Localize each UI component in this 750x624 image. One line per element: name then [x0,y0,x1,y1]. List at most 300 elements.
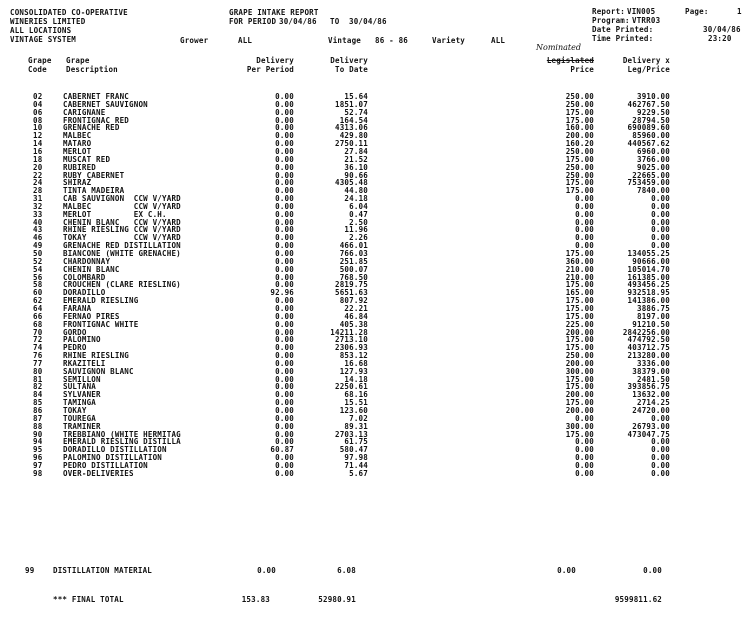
row-description: TOKAY [63,406,87,415]
row-code: 16 [33,146,43,156]
row-delivery-period: 0.00 [275,437,294,447]
row-description: GRENACHE RED DISTILLATION [63,241,181,251]
row-code: 62 [33,296,43,306]
row-code: 86 [33,406,43,415]
row-code: 66 [33,311,43,321]
row-delivery-todate: 14.18 [344,374,368,384]
row-code: 68 [33,319,43,329]
col-desc-line1: Grape [66,56,90,65]
row-delivery-x-price: 0.00 [651,225,670,235]
row-delivery-todate: 16.68 [344,358,368,368]
subtotal-delivery-x-price: 0.00 [643,566,662,575]
row-delivery-x-price: 690089.60 [627,123,670,133]
row-code: 98 [33,468,43,478]
page-number: 1 [737,7,742,16]
row-delivery-period: 0.00 [275,139,294,149]
row-delivery-todate: 15.64 [344,92,368,101]
row-delivery-todate: 61.75 [344,437,368,447]
row-code: 70 [33,327,43,337]
row-price: 250.00 [565,170,594,180]
row-code: 02 [33,92,43,101]
row-code: 84 [33,390,43,400]
row-delivery-period: 0.00 [275,162,294,172]
row-price: 175.00 [565,249,594,258]
report-id: VIN005 [627,7,656,16]
row-delivery-period: 0.00 [275,421,294,431]
row-delivery-x-price: 9025.00 [636,162,670,172]
row-delivery-todate: 0.47 [349,209,368,219]
row-price: 200.00 [565,406,594,415]
row-delivery-todate: 164.54 [339,115,368,125]
row-description: PALOMINO [63,335,101,345]
row-description: EMERALD RIESLING [63,296,139,306]
row-delivery-period: 0.00 [275,249,294,258]
row-delivery-todate: 2713.10 [334,335,368,345]
row-delivery-x-price: 473047.75 [627,429,670,439]
row-code: 52 [33,256,43,266]
final-total-delivery-x-price: 9599811.62 [614,595,662,604]
row-description: MALBEC CCW V/YARD [63,201,181,211]
row-description: RKAZITELI [63,358,106,368]
row-delivery-x-price: 3766.00 [636,154,670,164]
row-delivery-period: 0.00 [275,296,294,306]
row-delivery-todate: 4313.06 [334,123,368,133]
row-code: 58 [33,280,43,290]
row-description: TOKAY CCW V/YARD [63,233,181,243]
row-delivery-x-price: 9229.50 [636,107,670,117]
row-price: 160.20 [565,139,594,149]
row-description: SULTANA [63,382,97,392]
grower-value: ALL [238,36,253,45]
row-description: SAUVIGNON BLANC [63,366,134,376]
row-description: CAB SAUVIGNON CCW V/YARD [63,194,181,204]
row-price: 175.00 [565,374,594,384]
row-price: 0.00 [575,233,594,243]
col-code-line2: Code [28,65,47,74]
row-price: 200.00 [565,131,594,141]
system-label: VINTAGE SYSTEM [10,35,77,44]
row-price: 175.00 [565,311,594,321]
row-description: CABERNET SAUVIGNON [63,99,148,109]
row-delivery-period: 0.00 [275,131,294,141]
row-delivery-period: 0.00 [275,146,294,156]
row-code: 80 [33,366,43,376]
row-price: 250.00 [565,351,594,361]
row-delivery-x-price: 3910.00 [636,92,670,101]
row-delivery-period: 0.00 [275,154,294,164]
row-delivery-x-price: 753459.00 [627,178,670,188]
row-code: 94 [33,437,43,447]
handwritten-annotation: Nominated [536,43,581,52]
row-delivery-x-price: 3886.75 [636,303,670,313]
row-delivery-todate: 2250.61 [334,382,368,392]
row-code: 72 [33,335,43,345]
row-delivery-x-price: 0.00 [651,453,670,463]
row-code: 12 [33,131,43,141]
row-delivery-period: 0.00 [275,201,294,211]
row-delivery-todate: 123.60 [339,406,368,415]
row-code: 31 [33,194,43,204]
row-description: CHENIN BLANC [63,264,120,274]
row-delivery-period: 0.00 [275,264,294,274]
row-code: 24 [33,178,43,188]
row-description: COLOMBARD [63,272,106,282]
row-price: 175.00 [565,107,594,117]
row-delivery-x-price: 0.00 [651,233,670,243]
row-price: 165.00 [565,288,594,298]
row-code: 81 [33,374,43,384]
row-delivery-todate: 36.10 [344,162,368,172]
row-delivery-x-price: 26793.00 [632,421,670,431]
col-delivery-x-price-line1: Delivery x [622,56,670,65]
row-description: MALBEC [63,131,92,141]
row-delivery-x-price: 22665.00 [632,170,670,180]
row-delivery-x-price: 13632.00 [632,390,670,400]
row-delivery-todate: 500.07 [339,264,368,274]
row-delivery-x-price: 0.00 [651,413,670,423]
row-delivery-period: 0.00 [275,468,294,478]
row-description: TRAMINER [63,421,101,431]
row-delivery-period: 0.00 [275,413,294,423]
row-description: BIANCONE (WHITE GRENACHE) [63,249,181,258]
row-code: 04 [33,99,43,109]
row-code: 22 [33,170,43,180]
row-delivery-period: 0.00 [275,272,294,282]
row-code: 87 [33,413,43,423]
grower-label: Grower [180,36,209,45]
row-price: 250.00 [565,92,594,101]
row-delivery-todate: 46.84 [344,311,368,321]
row-delivery-todate: 2703.13 [334,429,368,439]
row-delivery-todate: 405.38 [339,319,368,329]
row-delivery-x-price: 440567.62 [627,139,670,149]
row-code: 18 [33,154,43,164]
col-delivery-todate-line2: To Date [334,65,368,74]
row-delivery-todate: 5651.63 [334,288,368,298]
row-delivery-period: 0.00 [275,343,294,353]
row-delivery-x-price: 105014.70 [627,264,670,274]
row-code: 74 [33,343,43,353]
row-price: 0.00 [575,194,594,204]
row-price: 0.00 [575,413,594,423]
row-delivery-x-price: 6960.00 [636,146,670,156]
row-delivery-x-price: 38379.00 [632,366,670,376]
row-delivery-todate: 807.92 [339,296,368,306]
row-delivery-period: 0.00 [275,335,294,345]
locations-label: ALL LOCATIONS [10,26,72,35]
row-price: 0.00 [575,468,594,478]
row-price: 175.00 [565,382,594,392]
row-delivery-period: 0.00 [275,398,294,408]
row-price: 0.00 [575,209,594,219]
company-name-line1: CONSOLIDATED CO-OPERATIVE [10,8,128,17]
row-delivery-x-price: 7840.00 [636,186,670,196]
row-delivery-todate: 71.44 [344,460,368,470]
row-delivery-x-price: 28794.50 [632,115,670,125]
col-delivery-todate-line1: Delivery [330,56,368,65]
row-delivery-todate: 853.12 [339,351,368,361]
subtotal-price: 0.00 [557,566,576,575]
row-price: 175.00 [565,154,594,164]
row-delivery-todate: 52.74 [344,107,368,117]
row-code: 88 [33,421,43,431]
row-delivery-period: 0.00 [275,217,294,227]
col-delivery-period-line2: Per Period [246,65,294,74]
row-price: 175.00 [565,115,594,125]
row-description: SHIRAZ [63,178,92,188]
row-delivery-x-price: 0.00 [651,194,670,204]
row-delivery-period: 0.00 [275,170,294,180]
row-delivery-period: 0.00 [275,241,294,251]
row-delivery-x-price: 462767.50 [627,99,670,109]
row-code: 14 [33,139,43,149]
row-delivery-x-price: 2481.50 [636,374,670,384]
row-delivery-period: 0.00 [275,358,294,368]
row-delivery-todate: 89.31 [344,421,368,431]
row-code: 97 [33,460,43,470]
row-code: 95 [33,445,43,455]
row-price: 250.00 [565,146,594,156]
row-description: RHINE RIESLING CCW V/YARD [63,225,181,235]
row-delivery-todate: 4305.48 [334,178,368,188]
row-price: 0.00 [575,241,594,251]
final-total-delivery-period: 153.83 [241,595,270,604]
table-row [0,407,750,415]
row-delivery-period: 0.00 [275,280,294,290]
row-delivery-x-price: 134055.25 [627,249,670,258]
row-description: SEMILLON [63,374,101,384]
row-price: 175.00 [565,296,594,306]
row-description: TOUREGA [63,413,97,423]
row-price: 200.00 [565,358,594,368]
time-printed-label: Time Printed: [592,34,654,43]
row-description: CABERNET FRANC [63,92,130,101]
row-delivery-todate: 2306.93 [334,343,368,353]
row-delivery-x-price: 161385.00 [627,272,670,282]
row-delivery-x-price: 0.00 [651,241,670,251]
row-description: CROUCHEN (CLARE RIESLING) [63,280,181,290]
row-delivery-period: 0.00 [275,311,294,321]
row-delivery-period: 0.00 [275,303,294,313]
row-delivery-x-price: 0.00 [651,209,670,219]
row-description: CHENIN BLANC CCW V/YARD [63,217,181,227]
row-price: 210.00 [565,272,594,282]
vintage-value: 86 - 86 [375,36,409,45]
row-code: 85 [33,398,43,408]
row-description: MERLOT EX C.H. [63,209,167,219]
row-delivery-x-price: 474792.50 [627,335,670,345]
col-code-line1: Grape [28,56,52,65]
row-code: 46 [33,233,43,243]
row-delivery-period: 0.00 [275,107,294,117]
row-code: 50 [33,249,43,258]
period-label: FOR PERIOD [229,17,277,26]
row-description: DORADILLO [63,288,106,298]
row-delivery-todate: 580.47 [339,445,368,455]
row-delivery-x-price: 0.00 [651,201,670,211]
time-printed: 23:20 [708,34,732,43]
row-price: 300.00 [565,421,594,431]
date-printed: 30/04/86 [703,25,741,34]
row-description: DORADILLO DISTILLATION [63,445,167,455]
row-description: FERNAO PIRES [63,311,120,321]
row-delivery-todate: 14211.28 [330,327,368,337]
row-delivery-todate: 27.84 [344,146,368,156]
row-delivery-period: 0.00 [275,225,294,235]
row-delivery-period: 0.00 [275,92,294,101]
row-description: TAMINGA [63,398,97,408]
row-delivery-period: 0.00 [275,233,294,243]
col-delivery-x-price-line2: Leg/Price [627,65,670,74]
row-delivery-period: 0.00 [275,178,294,188]
row-code: 64 [33,303,43,313]
row-description: RUBY CABERNET [63,170,125,180]
row-delivery-period: 0.00 [275,186,294,196]
row-delivery-x-price: 932518.95 [627,288,670,298]
row-delivery-todate: 6.04 [349,201,368,211]
col-desc-line2: Description [66,65,118,74]
row-price: 0.00 [575,201,594,211]
row-price: 360.00 [565,256,594,266]
row-price: 200.00 [565,390,594,400]
row-description: RHINE RIESLING [63,351,130,361]
row-price: 175.00 [565,186,594,196]
row-description: PALOMINO DISTILLATION [63,453,163,463]
row-delivery-x-price: 213280.00 [627,351,670,361]
subtotal-delivery-todate: 6.08 [337,566,356,575]
program-label: Program: [592,16,630,25]
col-price-line1: Legislated [546,56,594,65]
row-delivery-todate: 24.18 [344,194,368,204]
row-price: 160.00 [565,123,594,133]
row-delivery-x-price: 393856.75 [627,382,670,392]
row-description: GORDO [63,327,87,337]
row-delivery-x-price: 0.00 [651,437,670,447]
row-delivery-period: 92.96 [270,288,294,298]
row-delivery-period: 0.00 [275,194,294,204]
row-delivery-x-price: 24720.00 [632,406,670,415]
row-delivery-period: 0.00 [275,366,294,376]
row-delivery-todate: 766.03 [339,249,368,258]
row-code: 40 [33,217,43,227]
row-delivery-todate: 1851.07 [334,99,368,109]
period-to: 30/04/86 [349,17,387,26]
row-price: 175.00 [565,398,594,408]
row-delivery-todate: 97.98 [344,453,368,463]
subtotal-code: 99 [25,566,35,575]
row-delivery-x-price: 2842256.00 [622,327,670,337]
final-total-label: *** FINAL TOTAL [53,595,124,604]
row-delivery-period: 0.00 [275,390,294,400]
row-delivery-period: 0.00 [275,256,294,266]
row-description: OVER-DELIVERIES [63,468,134,478]
row-code: 06 [33,107,43,117]
row-description: FRONTIGNAC WHITE [63,319,139,329]
row-delivery-todate: 251.85 [339,256,368,266]
row-price: 175.00 [565,343,594,353]
row-delivery-todate: 429.80 [339,131,368,141]
row-delivery-x-price: 0.00 [651,445,670,455]
row-delivery-x-price: 0.00 [651,468,670,478]
row-price: 225.00 [565,319,594,329]
row-delivery-todate: 90.66 [344,170,368,180]
row-description: TREBBIANO (WHITE HERMITAG [63,429,181,439]
row-delivery-x-price: 493456.25 [627,280,670,290]
row-code: 43 [33,225,43,235]
row-delivery-todate: 11.96 [344,225,368,235]
row-delivery-todate: 2.50 [349,217,368,227]
row-description: TINTA MADEIRA [63,186,125,196]
row-code: 54 [33,264,43,274]
row-delivery-period: 0.00 [275,429,294,439]
row-delivery-x-price: 85960.00 [632,131,670,141]
row-price: 0.00 [575,460,594,470]
row-delivery-todate: 466.01 [339,241,368,251]
report-title: GRAPE INTAKE REPORT [229,8,319,17]
period-to-label: TO [330,17,340,26]
row-price: 175.00 [565,178,594,188]
row-code: 82 [33,382,43,392]
row-code: 76 [33,351,43,361]
row-delivery-period: 0.00 [275,374,294,384]
row-delivery-period: 0.00 [275,319,294,329]
row-delivery-period: 0.00 [275,209,294,219]
row-delivery-x-price: 2714.25 [636,398,670,408]
row-description: FRONTIGNAC RED [63,115,130,125]
row-code: 10 [33,123,43,133]
row-delivery-period: 0.00 [275,382,294,392]
row-delivery-x-price: 3336.00 [636,358,670,368]
row-description: MATARO [63,139,92,149]
row-description: GRENACHE RED [63,123,120,133]
row-price: 175.00 [565,429,594,439]
variety-value: ALL [491,36,506,45]
row-delivery-todate: 7.02 [349,413,368,423]
row-delivery-period: 0.00 [275,327,294,337]
program-id: VTRR03 [632,16,661,25]
row-description: MUSCAT RED [63,154,111,164]
row-price: 0.00 [575,445,594,455]
row-delivery-period: 0.00 [275,99,294,109]
table-row [0,470,750,478]
row-code: 77 [33,358,43,368]
row-delivery-todate: 5.67 [349,468,368,478]
row-code: 32 [33,201,43,211]
row-delivery-x-price: 403712.75 [627,343,670,353]
row-delivery-todate: 15.51 [344,398,368,408]
row-price: 250.00 [565,162,594,172]
row-delivery-todate: 21.52 [344,154,368,164]
row-delivery-x-price: 90666.00 [632,256,670,266]
row-delivery-x-price: 91210.50 [632,319,670,329]
row-description: RUBIRED [63,162,97,172]
subtotal-delivery-period: 0.00 [257,566,276,575]
row-delivery-period: 0.00 [275,115,294,125]
row-delivery-todate: 127.93 [339,366,368,376]
row-code: 56 [33,272,43,282]
row-price: 250.00 [565,99,594,109]
row-price: 0.00 [575,437,594,447]
row-delivery-x-price: 141386.00 [627,296,670,306]
row-delivery-period: 60.87 [270,445,294,455]
row-delivery-x-price: 8197.00 [636,311,670,321]
row-delivery-period: 0.00 [275,453,294,463]
row-price: 175.00 [565,335,594,345]
row-description: PEDRO DISTILLATION [63,460,148,470]
row-price: 0.00 [575,453,594,463]
page-label: Page: [685,7,709,16]
row-delivery-x-price: 0.00 [651,460,670,470]
